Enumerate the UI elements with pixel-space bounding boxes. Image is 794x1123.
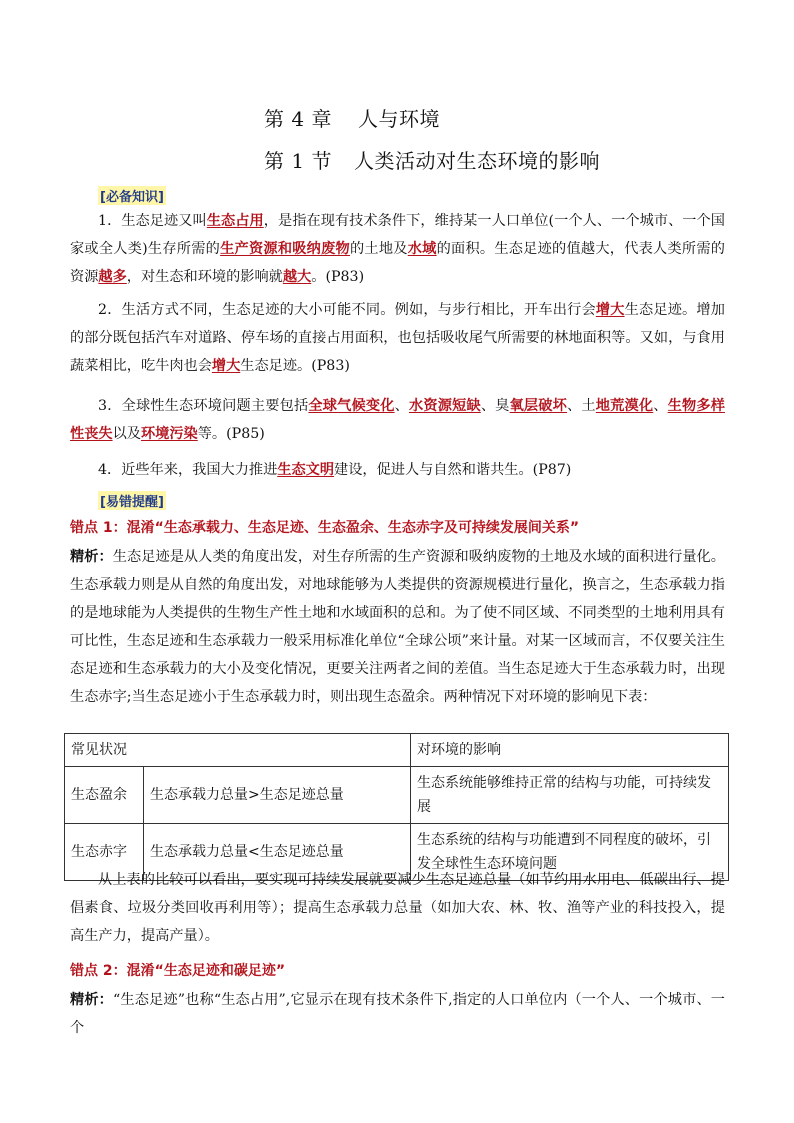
text: 4．近些年来，我国大力推进 (98, 462, 278, 478)
text: 3．全球性生态环境问题主要包括 (98, 398, 309, 414)
keyword: 地荒漠化 (595, 398, 654, 414)
text: 生态足迹。增加的部分既包括汽车对道路、停车场的直接占用面积，也包括吸收尾气所需要的林地面积等。又如，与食用蔬菜相比，吃牛肉也会 (70, 302, 725, 374)
text: ，是指在现有技术条件下，维持某一人口单位(一个人、一个城市、一个国家或全人类)生存所需的 (70, 213, 725, 257)
error-point-2-analysis (70, 986, 725, 1042)
text: 、土 (567, 398, 596, 414)
keyword: 生态占用 (206, 213, 264, 229)
text: 、 (394, 398, 409, 414)
knowledge-tag: [必备知识] (98, 186, 166, 205)
table-row (65, 767, 729, 824)
table-header-cell: 对环境的影响 (411, 734, 729, 767)
keyword: 增大 (595, 302, 625, 318)
section-heading (264, 145, 600, 174)
error-point-2-title: 错点 2：混淆“生态足迹和碳足迹” (70, 963, 286, 979)
text: 生态足迹。(P83) (240, 358, 350, 374)
text: 1．生态足迹又叫 (98, 213, 207, 229)
comparison-table (64, 733, 729, 881)
keyword: 生态文明 (277, 462, 335, 478)
analysis-text: 生态足迹是从人类的角度出发，对生存所需的生产资源和吸纳废物的土地及水域的面积进行量化。生态承载力则是从自然的角度出发，对地球能够为人类提供的资源规模进行量化，换言之，生态承载力指的是地球能为人类提供的生物生产性土地和水域面积的总和。为了使不同区域、不同类型的土地利用具有可比性，生态足迹和生态承载力一般采用标准化单位“全球公顷”来计量。对某一区域而言，不仅要关注生态足迹和生态承载力的大小及变化情况，更要关注两者之间的差值。当生态足迹大于生态承载力时，出现生态赤字;当生态足迹小于生态承载力时，则出现生态盈余。两种情况下对环境的影响见下表： (70, 549, 725, 705)
knowledge-item-2 (70, 296, 725, 380)
error-reminder-tag: [易错提醒] (98, 491, 166, 510)
keyword: 生产资源和吸纳废物 (220, 241, 350, 257)
knowledge-item-1 (70, 207, 725, 291)
chapter-number: 第 4 章 (264, 107, 332, 131)
text: 的土地及 (349, 241, 408, 257)
knowledge-item-3 (70, 392, 725, 448)
error-point-1-title: 错点 1：混淆“生态承载力、生态足迹、生态盈余、生态赤字及可持续发展间关系” (70, 520, 580, 536)
table-cell: 生态系统能够维持正常的结构与功能，可持续发展 (411, 767, 729, 824)
text: 、 (653, 398, 668, 414)
chapter-heading (264, 103, 440, 132)
keyword: 氧层破坏 (509, 398, 568, 414)
analysis-text: “生态足迹”也称“生态占用”,它显示在现有技术条件下,指定的人口单位内（一个人、一个城市、一个 (70, 992, 725, 1036)
table-cell: 生态盈余 (65, 767, 144, 824)
text: 等。(P85) (197, 426, 265, 442)
keyword: 水域 (407, 241, 437, 257)
text: 2．生活方式不同，生态足迹的大小可能不同。例如，与步行相比，开车出行会 (98, 302, 596, 318)
keyword: 越多 (98, 269, 127, 285)
table-cell: 生态赤字 (65, 824, 144, 881)
error-point-1-analysis (70, 543, 725, 711)
keyword: 越大 (282, 269, 312, 285)
text: ，对生态和环境的影响就 (126, 269, 283, 285)
table-cell: 生态承载力总量>生态足迹总量 (144, 767, 411, 824)
section-title: 人类活动对生态环境的影响 (353, 149, 600, 173)
text: 。(P83) (311, 269, 365, 285)
chapter-title: 人与环境 (357, 107, 440, 131)
knowledge-item-4 (70, 456, 725, 484)
text: 、臭 (480, 398, 510, 414)
text: 以及 (112, 426, 141, 442)
text: 的面积。生态足迹的值越大，代表人类所需的资源 (70, 241, 725, 285)
table-header-row (65, 734, 729, 767)
table-cell: 生态系统的结构与功能遭到不同程度的破坏，引发全球性生态环境问题 (411, 824, 729, 881)
text: 建设，促进人与自然和谐共生。(P87) (334, 462, 572, 478)
keyword: 环境污染 (140, 426, 198, 442)
analysis-label: 精析： (70, 549, 113, 565)
keyword: 全球气候变化 (308, 398, 395, 414)
table-cell: 生态承载力总量<生态足迹总量 (144, 824, 411, 881)
keyword: 水资源短缺 (408, 398, 481, 414)
keyword: 增大 (211, 358, 241, 374)
analysis-label: 精析： (70, 992, 114, 1008)
keyword: 生物多样性丧失 (70, 398, 725, 442)
section-number: 第 1 节 (264, 149, 332, 173)
table-header-cell: 常见状况 (65, 734, 411, 767)
table-conclusion: 从上表的比较可以看出，要实现可持续发展就要减少生态足迹总量（如节约用水用电、低碳出行、提倡素食、垃圾分类回收再利用等）；提高生态承载力总量（如加大农、林、牧、渔等产业的科技投入，提高生产力，提高产量）。 (70, 872, 725, 944)
